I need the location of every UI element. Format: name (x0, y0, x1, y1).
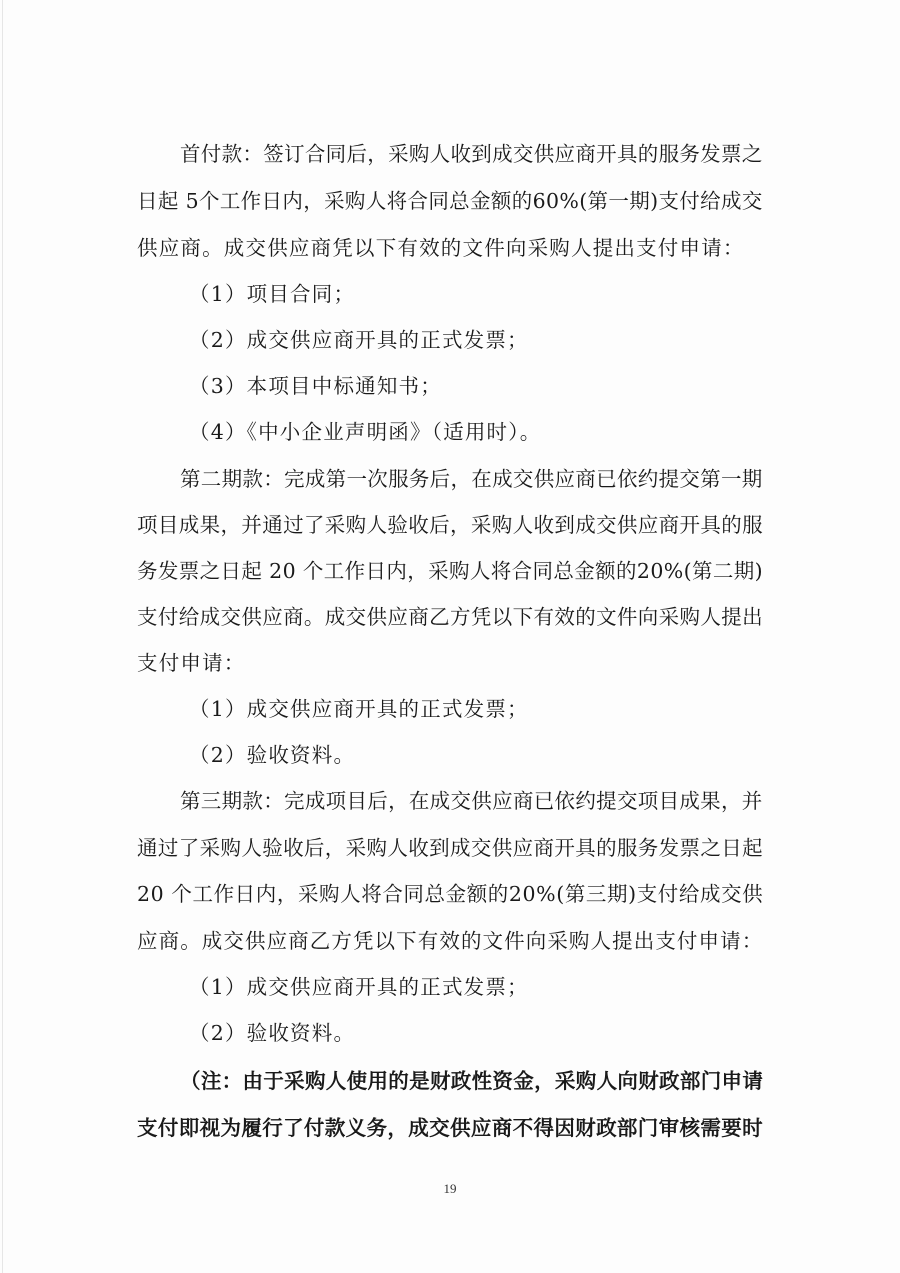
first-item-1: （1）项目合同； (189, 282, 356, 306)
page-number: 19 (443, 1181, 457, 1196)
third-payment-line-3: 20 个工作日内，采购人将合同总金额的20%(第三期)支付给成交供 (137, 882, 764, 906)
second-payment-line-3: 务发票之日起 20 个工作日内，采购人将合同总金额的20%(第二期) (137, 559, 763, 583)
second-payment-line-5: 支付申请： (137, 651, 246, 675)
note-line-1: （注：由于采购人使用的是财政性资金，采购人向财政部门申请 (180, 1069, 764, 1093)
first-item-3: （3）本项目中标通知书； (189, 374, 442, 398)
second-payment-line-1: 第二期款：完成第一次服务后，在成交供应商已依约提交第一期 (180, 467, 763, 491)
first-payment-line-2: 日起 5个工作日内，采购人将合同总金额的60%(第一期)支付给成交 (137, 189, 763, 213)
first-payment-line-3: 供应商。成交供应商凭以下有效的文件向采购人提出支付申请： (137, 236, 745, 260)
third-payment-line-2: 通过了采购人验收后，采购人收到成交供应商开具的服务发票之日起 (137, 836, 763, 860)
first-item-4: （4）《中小企业声明函》（适用时）。 (189, 420, 542, 444)
third-item-1: （1）成交供应商开具的正式发票； (189, 975, 529, 999)
page-edge-line (2, 0, 3, 1273)
first-item-2: （2）成交供应商开具的正式发票； (189, 328, 529, 352)
first-payment-line-1: 首付款：签订合同后，采购人收到成交供应商开具的服务发票之 (180, 142, 763, 166)
second-payment-line-4: 支付给成交供应商。成交供应商乙方凭以下有效的文件向采购人提出 (137, 605, 763, 629)
second-payment-line-2: 项目成果，并通过了采购人验收后，采购人收到成交供应商开具的服 (137, 513, 763, 537)
second-item-1: （1）成交供应商开具的正式发票； (189, 697, 529, 721)
second-item-2: （2）验收资料。 (189, 743, 356, 767)
third-item-2: （2）验收资料。 (189, 1021, 356, 1045)
note-line-2: 支付即视为履行了付款义务，成交供应商不得因财政部门审核需要时 (137, 1116, 763, 1140)
third-payment-line-4: 应商。成交供应商乙方凭以下有效的文件向采购人提出支付申请： (137, 929, 764, 953)
third-payment-line-1: 第三期款：完成项目后，在成交供应商已依约提交项目成果，并 (180, 789, 763, 813)
